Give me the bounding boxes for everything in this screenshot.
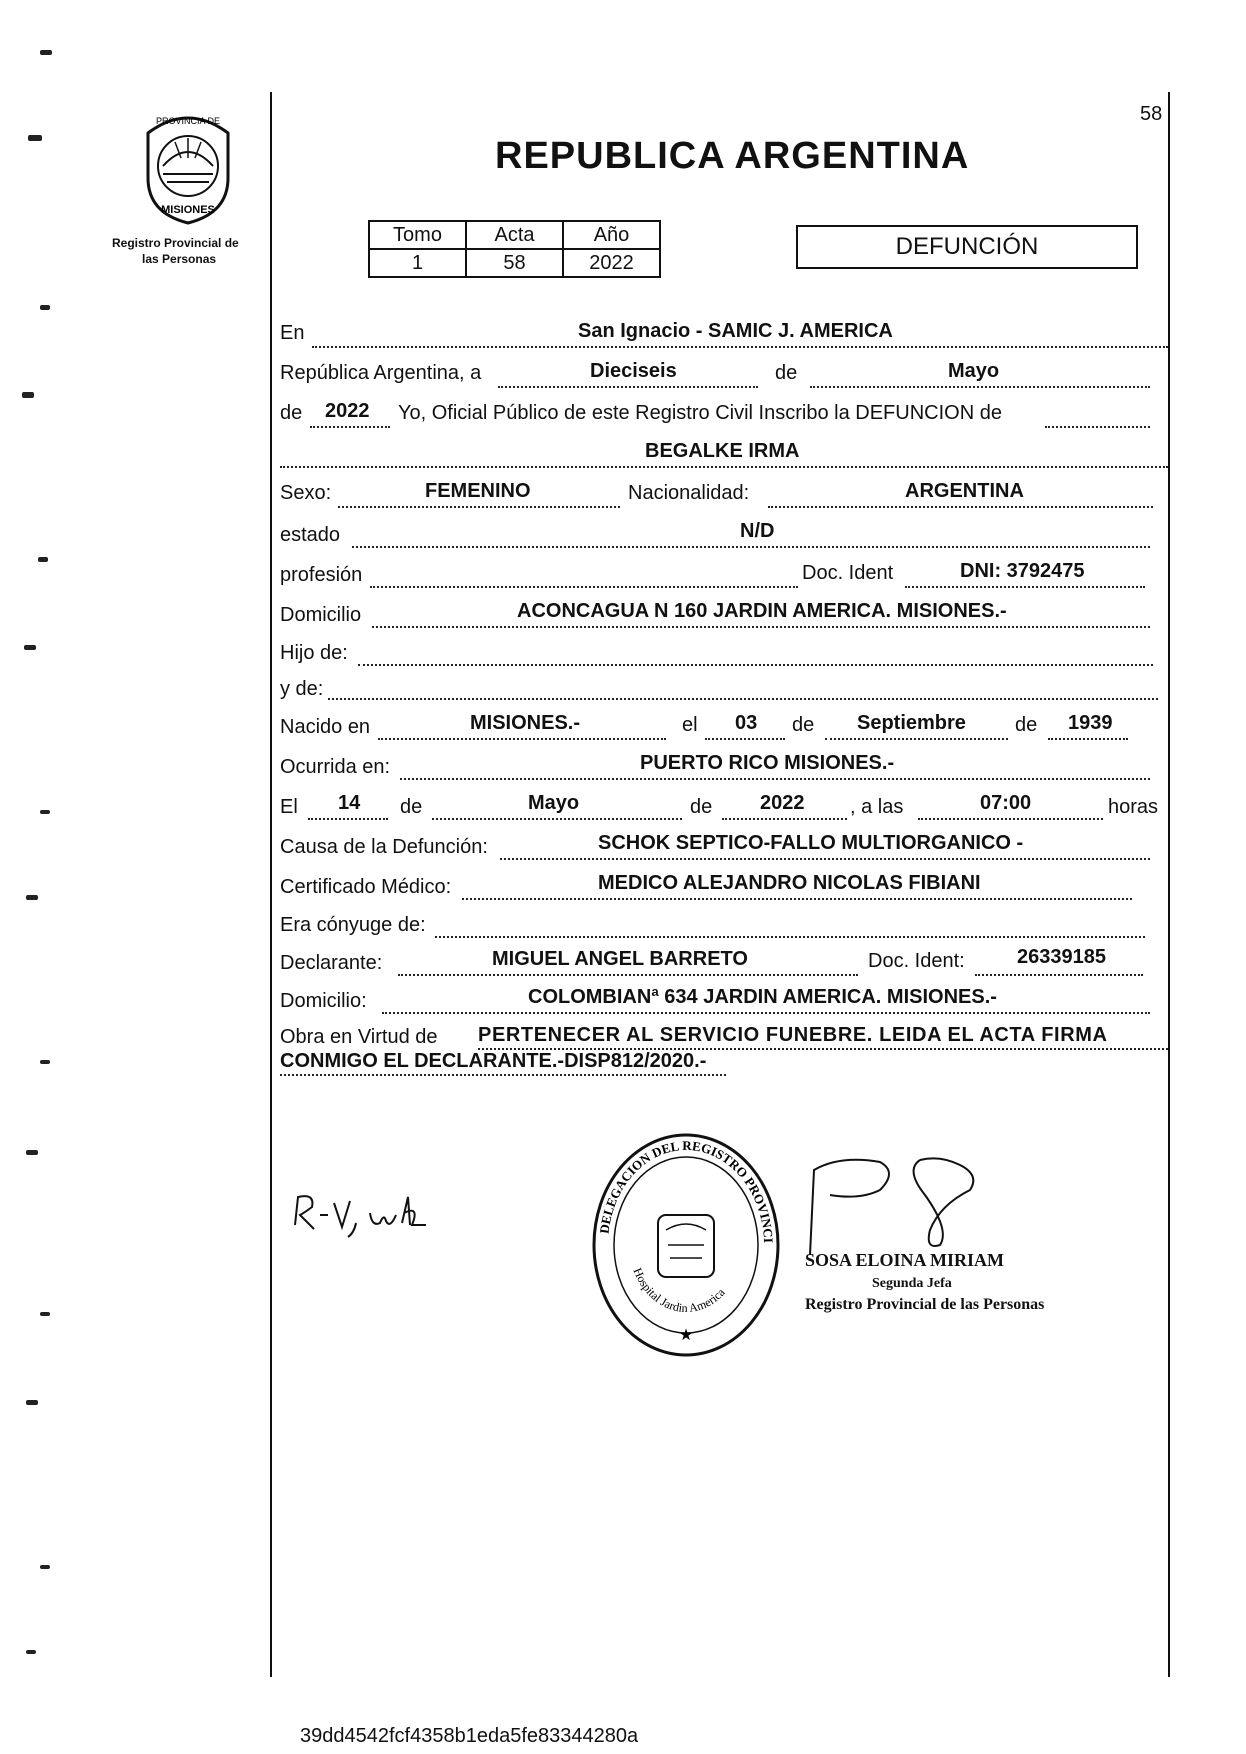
death-month: Mayo (528, 792, 580, 814)
dotted-line (810, 386, 1150, 388)
left-margin-line (270, 92, 272, 1677)
conyuge-label: Era cónyuge de: (280, 914, 426, 936)
oficial-text: Yo, Oficial Público de este Registro Civil Inscribo la DEFUNCION de (398, 402, 1002, 424)
svg-text:Hospital Jardin America: Hospital Jardin America (630, 1265, 728, 1316)
republica-label: República Argentina, a (280, 362, 482, 384)
table-value-ano: 2022 (563, 249, 660, 277)
page-number: 58 (1140, 103, 1163, 125)
dotted-line (432, 818, 682, 820)
domicilio-value: ACONCAGUA N 160 JARDIN AMERICA. MISIONES.- (517, 600, 1007, 622)
horas-label: horas (1108, 796, 1159, 818)
dotted-line (352, 546, 1150, 548)
estado-value: N/D (740, 520, 775, 542)
month-value: Mayo (948, 360, 1000, 382)
birth-year: 1939 (1068, 712, 1113, 734)
ocurrida-value: PUERTO RICO MISIONES.- (640, 752, 895, 774)
yde-label: y de: (280, 678, 324, 700)
table-header-acta: Acta (466, 221, 563, 249)
dotted-line (358, 664, 1153, 666)
doc-value: DNI: 3792475 (960, 560, 1085, 582)
nacionalidad-value: ARGENTINA (905, 480, 1024, 502)
signature-mark (800, 1150, 980, 1260)
day-value: Dieciseis (590, 360, 677, 382)
year-value: 2022 (325, 400, 370, 422)
obra-label: Obra en Virtud de (280, 1026, 438, 1048)
dotted-line (308, 818, 388, 820)
dotted-line (370, 586, 798, 588)
dotted-line (312, 346, 1168, 348)
svg-text:MISIONES: MISIONES (161, 204, 215, 216)
table-header-tomo: Tomo (369, 221, 466, 249)
ocurrida-label: Ocurrida en: (280, 756, 391, 778)
deceased-name: BEGALKE IRMA (645, 440, 800, 462)
dotted-line (1048, 738, 1128, 740)
domicilio2-label: Domicilio: (280, 990, 367, 1012)
el-label-2: El (280, 796, 298, 818)
dotted-line (280, 466, 1168, 468)
signatory-role: Segunda Jefa (872, 1276, 952, 1291)
dotted-line (975, 974, 1143, 976)
svg-text:PROVINCIA DE: PROVINCIA DE (155, 116, 221, 126)
logo-org-line1: Registro Provincial de (112, 236, 239, 250)
birth-day: 03 (735, 712, 758, 734)
dotted-line (310, 426, 390, 428)
signatory-name: SOSA ELOINA MIRIAM (805, 1250, 1005, 1270)
doc-label: Doc. Ident (802, 562, 894, 584)
svg-text:★: ★ (678, 1325, 694, 1344)
dotted-line (328, 698, 1158, 700)
declarante-value: MIGUEL ANGEL BARRETO (492, 948, 748, 970)
dotted-line (500, 858, 1150, 860)
dotted-line (918, 818, 1103, 820)
svg-text:DELEGACION DEL REGISTRO PROVIN: DELEGACION DEL REGISTRO PROVINCI (596, 1137, 777, 1244)
logo-org-line2: las Personas (142, 252, 217, 266)
table-value-acta: 58 (466, 249, 563, 277)
dotted-line (382, 1012, 1150, 1014)
obra-value-2: CONMIGO EL DECLARANTE.-DISP812/2020.- (280, 1050, 707, 1072)
death-time: 07:00 (980, 792, 1032, 814)
sexo-value: FEMENINO (425, 480, 531, 502)
dotted-line (1045, 426, 1150, 428)
death-year: 2022 (760, 792, 805, 814)
record-table (368, 220, 661, 278)
dotted-line (905, 586, 1145, 588)
handwritten-note (290, 1185, 460, 1240)
causa-label: Causa de la Defunción: (280, 836, 488, 858)
de-label-1: de (775, 362, 798, 384)
en-label: En (280, 322, 305, 344)
table-header-ano: Año (563, 221, 660, 249)
dotted-line (705, 738, 785, 740)
de-label-6: de (690, 796, 713, 818)
certificado-value: MEDICO ALEJANDRO NICOLAS FIBIANI (598, 872, 981, 894)
domicilio-label: Domicilio (280, 604, 362, 626)
dotted-line (435, 936, 1145, 938)
causa-value: SCHOK SEPTICO-FALLO MULTIORGANICO - (598, 832, 1024, 854)
el-label-1: el (682, 714, 698, 736)
nacido-value: MISIONES.- (470, 712, 581, 734)
a-las-label: , a las (850, 796, 904, 818)
death-day: 14 (338, 792, 361, 814)
doc2-value: 26339185 (1017, 946, 1106, 968)
de-label-4: de (1015, 714, 1038, 736)
dotted-line (722, 818, 847, 820)
dotted-line (498, 386, 758, 388)
province-logo (133, 108, 243, 226)
certificado-label: Certificado Médico: (280, 876, 452, 898)
profesion-label: profesión (280, 564, 363, 586)
record-type-box: DEFUNCIÓN (796, 225, 1138, 269)
estado-label: estado (280, 524, 341, 546)
dotted-line (768, 506, 1153, 508)
dotted-line (372, 626, 1150, 628)
dotted-line (378, 738, 666, 740)
dotted-line (338, 506, 620, 508)
dotted-line (400, 778, 1150, 780)
official-stamp (588, 1130, 784, 1360)
nacido-label: Nacido en (280, 716, 371, 738)
obra-value-1: PERTENECER AL SERVICIO FUNEBRE. LEIDA EL ACTA FIRMA (478, 1024, 1108, 1046)
doc2-label: Doc. Ident: (868, 950, 965, 972)
right-margin-line (1168, 92, 1170, 1677)
dotted-line (398, 974, 858, 976)
en-value: San Ignacio - SAMIC J. AMERICA (578, 320, 893, 342)
declarante-label: Declarante: (280, 952, 383, 974)
hijo-label: Hijo de: (280, 642, 348, 664)
de-label-3: de (792, 714, 815, 736)
de-label-2: de (280, 402, 303, 424)
page-title: REPUBLICA ARGENTINA (495, 135, 970, 177)
dotted-line (280, 1074, 726, 1076)
de-label-5: de (400, 796, 423, 818)
sexo-label: Sexo: (280, 482, 332, 504)
dotted-line (462, 898, 1132, 900)
birth-month: Septiembre (857, 712, 966, 734)
nacionalidad-label: Nacionalidad: (628, 482, 750, 504)
document-hash: 39dd4542fcf4358b1eda5fe83344280a (300, 1725, 639, 1747)
table-value-tomo: 1 (369, 249, 466, 277)
domicilio2-value: COLOMBIANª 634 JARDIN AMERICA. MISIONES.- (528, 986, 997, 1008)
signatory-org: Registro Provincial de las Personas (805, 1296, 1045, 1313)
dotted-line (825, 738, 1008, 740)
